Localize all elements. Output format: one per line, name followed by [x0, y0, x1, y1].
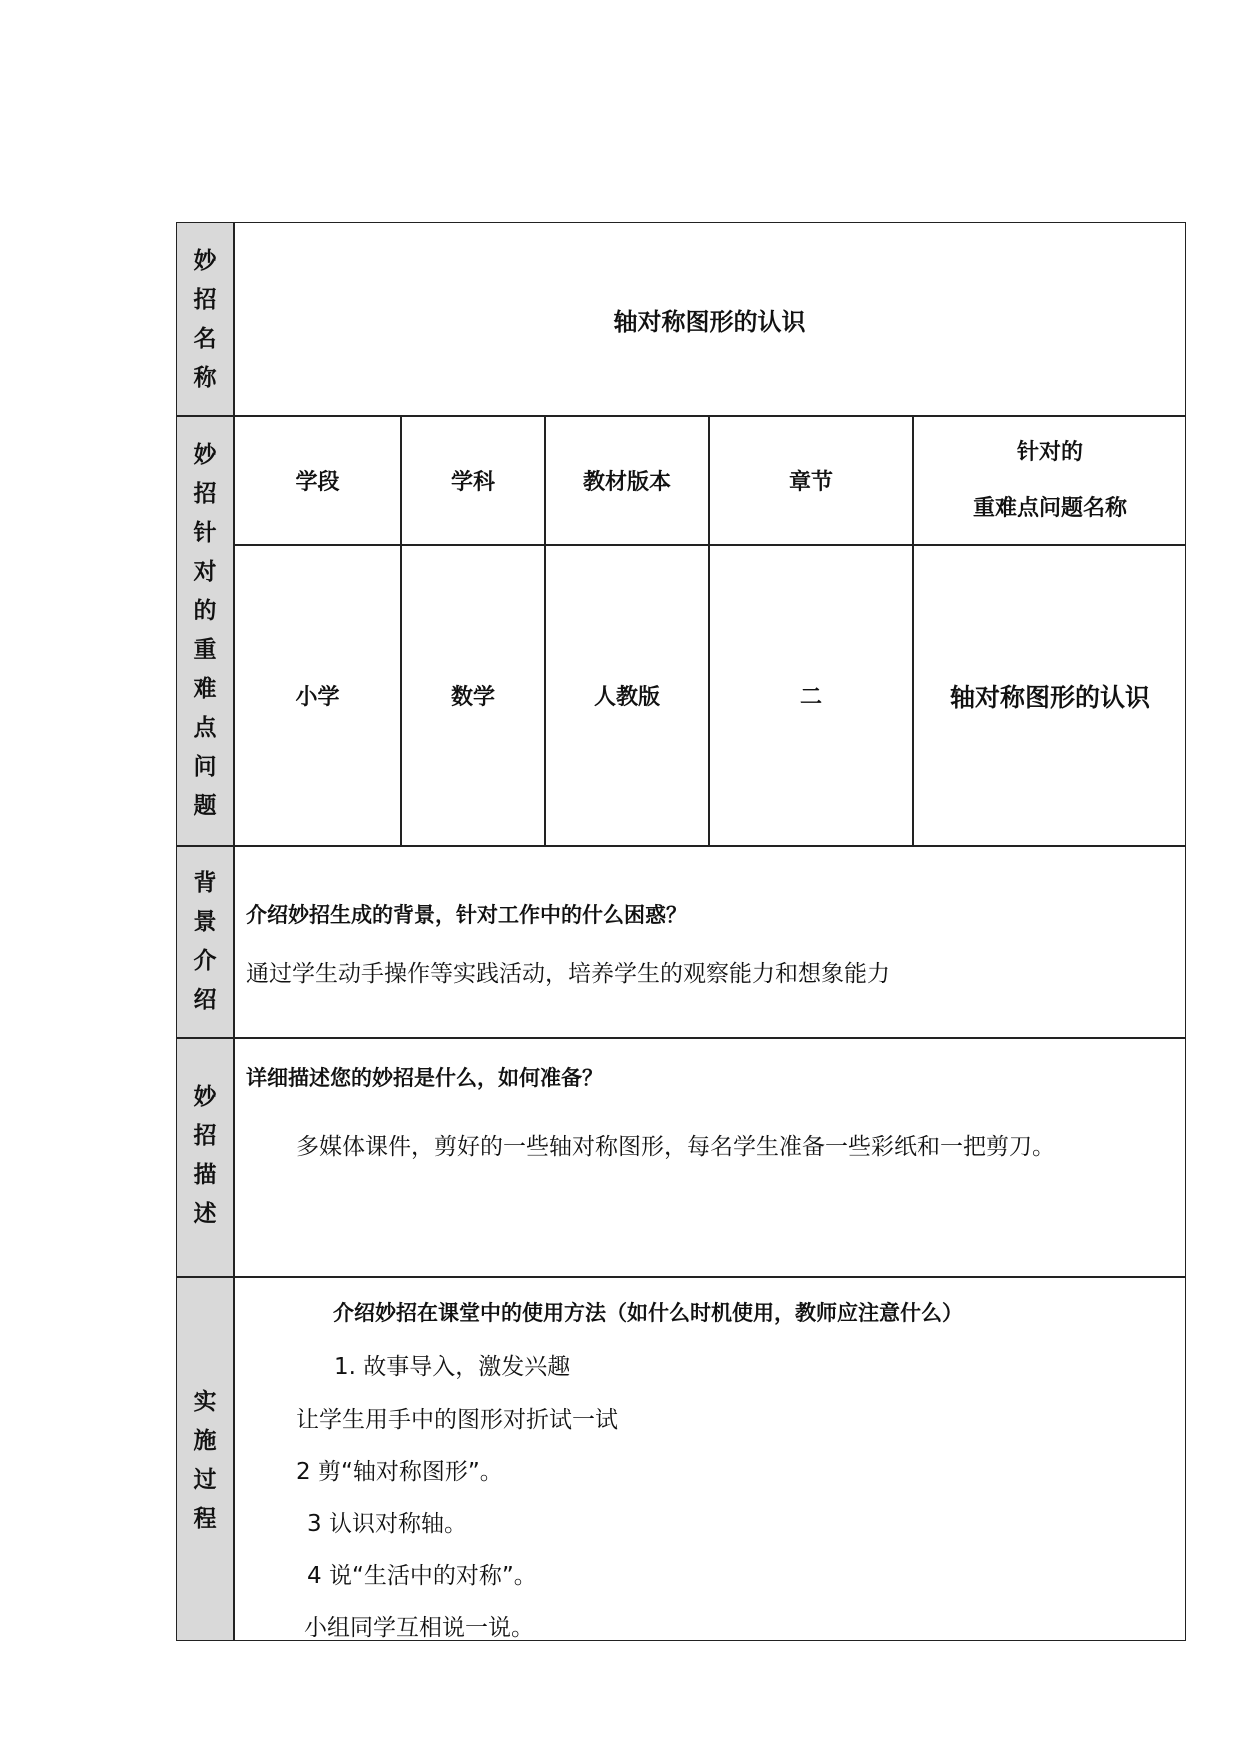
value-target-problem: 轴对称图形的认识	[949, 682, 1150, 712]
header-target-problem	[914, 417, 1186, 544]
header-subject: 学科	[450, 470, 495, 495]
row-divider-3	[176, 1037, 1186, 1039]
description-prompt: 详细描述您的妙招是什么，如何准备？	[246, 1066, 603, 1090]
value-subject: 数学	[450, 685, 495, 710]
label-description: 妙 招 描 述	[193, 1084, 217, 1227]
value-textbook: 人教版	[593, 685, 660, 710]
label-background: 背 景 介 绍	[193, 870, 217, 1013]
row-divider-2	[176, 845, 1186, 847]
process-line-1: 1. 故事导入，激发兴趣	[334, 1354, 571, 1380]
header-chapter: 章节	[788, 470, 833, 495]
label-process: 实 施 过 程	[193, 1389, 217, 1532]
value-stage: 小学	[295, 685, 340, 710]
header-target-line1: 针对的	[1016, 439, 1083, 465]
process-line-3: 2 剪“轴对称图形”。	[296, 1459, 503, 1485]
label-trick-name: 妙 招 名 称	[193, 248, 217, 391]
process-line-2: 让学生用手中的图形对折试一试	[296, 1407, 618, 1433]
process-line-4: 3 认识对称轴。	[307, 1511, 467, 1537]
description-content: 多媒体课件，剪好的一些轴对称图形，每名学生准备一些彩纸和一把剪刀。	[296, 1134, 1055, 1160]
trick-title: 轴对称图形的认识	[613, 307, 806, 336]
header-target-line2: 重难点问题名称	[972, 495, 1127, 521]
process-line-6: 小组同学互相说一说。	[304, 1615, 534, 1641]
row-divider-4	[176, 1276, 1186, 1278]
value-chapter: 二	[799, 685, 822, 710]
header-stage: 学段	[295, 470, 340, 495]
background-prompt: 介绍妙招生成的背景，针对工作中的什么困惑？	[246, 903, 687, 927]
label-trick-target: 妙 招 针 对 的 重 难 点 问 题	[193, 442, 217, 819]
header-textbook: 教材版本	[582, 470, 671, 495]
process-line-5: 4 说“生活中的对称”。	[307, 1563, 537, 1589]
process-prompt: 介绍妙招在课堂中的使用方法（如什么时机使用，教师应注意什么）	[333, 1301, 963, 1325]
background-content: 通过学生动手操作等实践活动，培养学生的观察能力和想象能力	[246, 961, 890, 987]
